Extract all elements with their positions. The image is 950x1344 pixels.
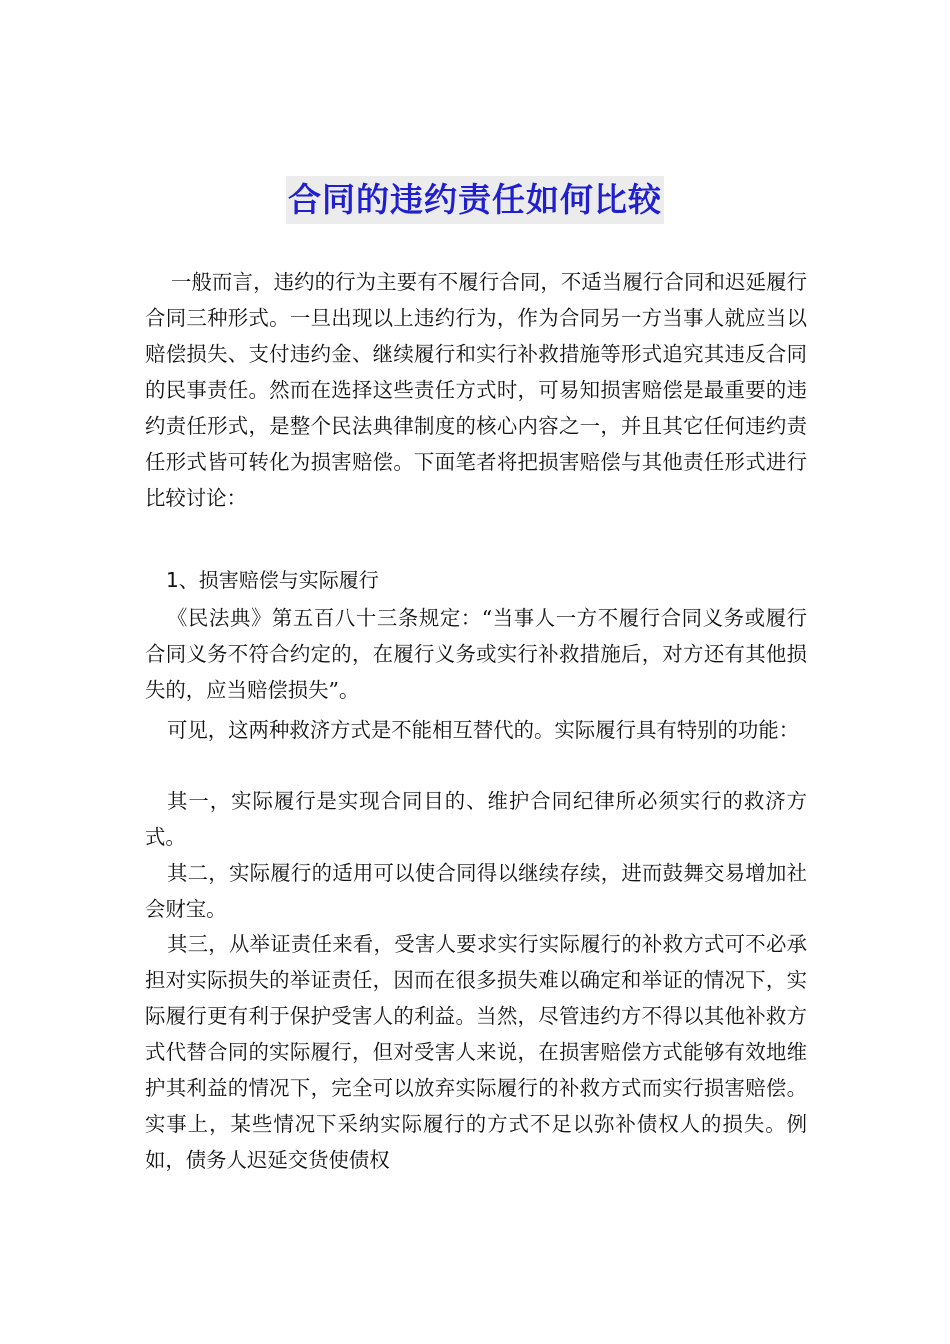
point-two-paragraph: 其二，实际履行的适用可以使合同得以继续存续，进而鼓舞交易增加社会财宝。 xyxy=(145,861,807,921)
point-one-paragraph: 其一，实际履行是实现合同目的、维护合同纪律所必须实行的救济方式。 xyxy=(145,789,807,849)
function-paragraph: 可见，这两种救济方式是不能相互替代的。实际履行具有特别的功能： xyxy=(167,718,800,742)
document-title-text: 合同的违约责任如何比较 xyxy=(286,176,664,224)
section-heading: 1、损害赔偿与实际履行 xyxy=(166,568,379,592)
civil-code-paragraph: 《民法典》第五百八十三条规定：“当事人一方不履行合同义务或履行合同义务不符合约定的，在履行义务或实行补救措施后，对方还有其他损失的，应当赔偿损失”。 xyxy=(145,606,807,702)
point-three-paragraph: 其三，从举证责任来看，受害人要求实行实际履行的补救方式可不必承担对实际损失的举证责任，因而在很多损失难以确定和举证的情况下，实际履行更有利于保护受害人的利益。当然，尽管违约方不得以其他补救方式代替合同的实际履行，但对受害人来说，在损害赔偿方式能够有效地维护其利益的情况下，完全可以放弃实际履行的补救方式而实行损害赔偿。实事上，某些情况下采纳实际履行的方式不足以弥补债权人的损失。例如，债务人迟延交货使债权 xyxy=(145,932,807,1172)
intro-paragraph: 一般而言，违约的行为主要有不履行合同，不适当履行合同和迟延履行合同三种形式。一旦出现以上违约行为，作为合同另一方当事人就应当以赔偿损失、支付违约金、继续履行和实行补救措施等形式追究其违反合同的民事责任。然而在选择这些责任方式时，可易知损害赔偿是最重要的违约责任形式，是整个民法典律制度的核心内容之一，并且其它任何违约责任形式皆可转化为损害赔偿。下面笔者将把损害赔偿与其他责任形式进行比较讨论： xyxy=(145,270,807,510)
document-title xyxy=(0,176,950,224)
